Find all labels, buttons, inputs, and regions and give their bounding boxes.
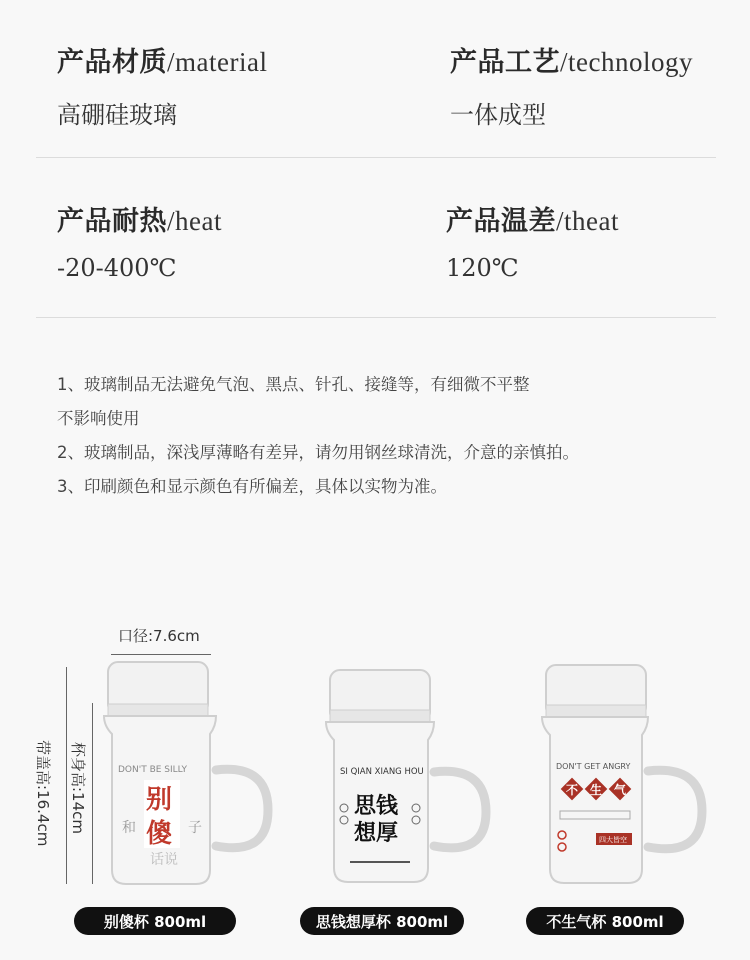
cup-print-cn: 想厚 <box>354 821 399 846</box>
note-line: 1、玻璃制品无法避免气泡、黑点、针孔、接缝等，有细微不平整 <box>57 375 530 394</box>
cup-print-bottom: 话说 <box>150 852 178 868</box>
body-height-label: 杯身高:14cm <box>69 742 87 834</box>
spec-technology <box>450 40 693 130</box>
total-height-line <box>66 667 67 884</box>
product-label-angry: 不生气杯 800ml <box>526 907 684 935</box>
spec-title-en: /heat <box>167 206 222 236</box>
cup-print-en: DON'T BE SILLY <box>118 765 187 775</box>
cup-print-cn: 别 <box>146 785 173 815</box>
spec-title-en: /theat <box>556 206 619 236</box>
spec-title <box>450 40 693 79</box>
note-line: 2、玻璃制品，深浅厚薄略有差异，请勿用钢丝球清洗，介意的亲慎拍。 <box>57 443 579 462</box>
divider <box>36 157 716 158</box>
note-line: 3、印刷颜色和显示颜色有所偏差，具体以实物为准。 <box>57 477 447 496</box>
mouth-dimension-line <box>111 654 211 655</box>
spec-title-cn: 产品材质 <box>57 47 167 78</box>
cup-print-cn: 傻 <box>146 819 173 849</box>
spec-material <box>57 40 267 130</box>
notes <box>57 368 707 504</box>
cup-money-image <box>320 668 500 890</box>
cup-print-side: 子 <box>188 820 202 836</box>
spec-heat <box>57 199 222 282</box>
cup-print-side: 和 <box>122 820 136 836</box>
spec-title <box>57 199 222 238</box>
divider <box>36 317 716 318</box>
product-label-silly: 别傻杯 800ml <box>74 907 236 935</box>
cup-print-cn: 思钱 <box>354 794 399 819</box>
spec-temp-diff <box>446 199 619 282</box>
cup-print-cn: 生 <box>590 783 603 797</box>
spec-value: 120℃ <box>446 254 519 282</box>
cup-angry-image <box>540 663 720 890</box>
spec-title-en: /material <box>167 47 268 77</box>
spec-title-cn: 产品耐热 <box>57 206 167 237</box>
spec-value: 一体成型 <box>450 101 546 129</box>
note-line: 不影响使用 <box>57 409 140 428</box>
spec-value: 高硼硅玻璃 <box>57 101 177 129</box>
total-height-label: 带盖高:16.4cm <box>34 740 52 847</box>
spec-title-cn: 产品工艺 <box>450 47 560 78</box>
cup-print-en: DON'T GET ANGRY <box>556 762 631 771</box>
product-label-money: 思钱想厚杯 800ml <box>300 907 464 935</box>
spec-title <box>446 199 619 238</box>
body-height-line <box>92 703 93 884</box>
spec-title-en: /technology <box>560 47 693 77</box>
spec-title <box>57 40 267 79</box>
spec-value: -20-400℃ <box>57 254 177 282</box>
spec-title-cn: 产品温差 <box>446 206 556 237</box>
cup-silly-image <box>100 660 280 890</box>
cup-print-en: SI QIAN XIANG HOU <box>340 767 424 777</box>
cup-print-cn: 气 <box>614 783 627 797</box>
cup-print-cn: 不 <box>566 783 579 797</box>
cup-print-badge: 四大皆空 <box>599 836 627 844</box>
mouth-diameter-label: 口径:7.6cm <box>118 627 200 645</box>
